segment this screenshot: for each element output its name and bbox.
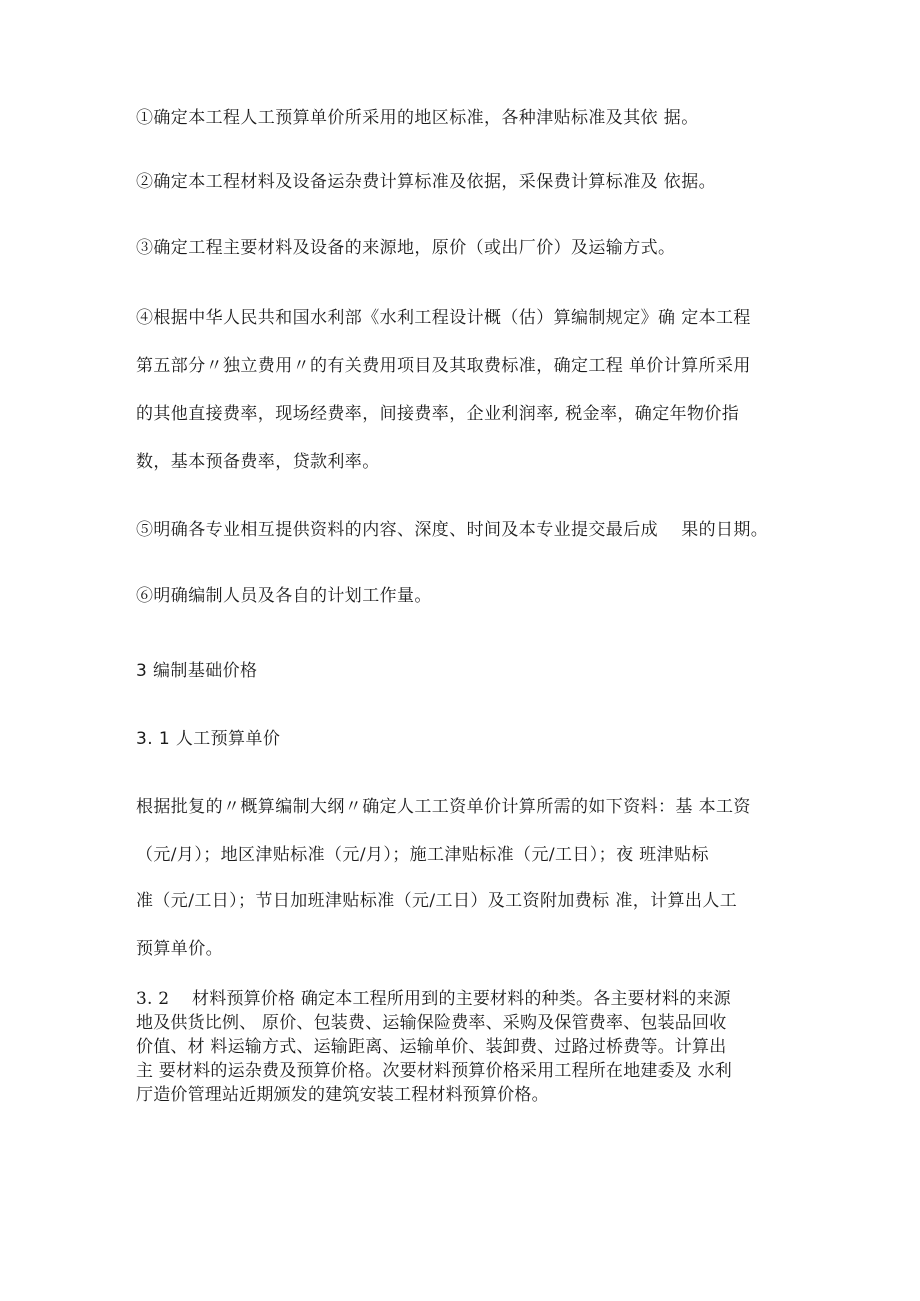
section-3-1-heading: 3. 1 人工预算单价 (136, 729, 281, 749)
item-4-line-3: 的其他直接费率，现场经费率，间接费率，企业利润率, 税金率，确定年物价指 (136, 404, 740, 424)
para-3-1-line-4: 预算单价。 (136, 939, 223, 959)
para-3-2-line-2: 地及供货比例、 原价、包装费、运输保险费率、采购及保管费率、包装品回收 (136, 1013, 727, 1033)
para-3-2-line-1: 3. 2 材料预算价格 确定本工程所用到的主要材料的种类。各主要材料的来源 (136, 989, 731, 1009)
item-4-line-1: ④根据中华人民共和国水利部《水利工程设计概（估）算编制规定》确 定本工程 (136, 308, 751, 328)
item-4-line-4: 数，基本预备费率，贷款利率。 (136, 452, 380, 472)
item-6: ⑥明确编制人员及各自的计划工作量。 (136, 586, 432, 606)
para-3-1-line-2: （元/月）；地区津贴标准（元/月）；施工津贴标准（元/工日）；夜 班津贴标 (136, 845, 709, 865)
item-1: ①确定本工程人工预算单价所采用的地区标准，各种津贴标准及其依 据。 (136, 108, 699, 128)
para-3-2-line-5: 厅造价管理站近期颁发的建筑安装工程材料预算价格。 (136, 1085, 549, 1105)
para-3-1-line-3: 准（元/工日）；节日加班津贴标准（元/工日）及工资附加费标 准，计算出人工 (136, 891, 738, 911)
item-4-line-2: 第五部分〃独立费用〃的有关费用项目及其取费标准，确定工程 单价计算所采用 (136, 356, 751, 376)
section-3-heading: 3 编制基础价格 (136, 661, 258, 681)
para-3-2-line-4: 主 要材料的运杂费及预算价格。次要材料预算价格采用工程所在地建委及 水利 (136, 1061, 733, 1081)
para-3-2-line-3: 价值、材 料运输方式、运输距离、运输单价、装卸费、过路过桥费等。计算出 (136, 1037, 727, 1057)
item-5: ⑤明确各专业相互提供资料的内容、深度、时间及本专业提交最后成 果的日期。 (136, 520, 769, 540)
item-2: ②确定本工程材料及设备运杂费计算标准及依据，采保费计算标准及 依据。 (136, 172, 717, 192)
para-3-1-line-1: 根据批复的〃概算编制大纲〃确定人工工资单价计算所需的如下资料：基 本工资 (136, 797, 751, 817)
item-3: ③确定工程主要材料及设备的来源地，原价（或出厂价）及运输方式。 (136, 238, 676, 258)
